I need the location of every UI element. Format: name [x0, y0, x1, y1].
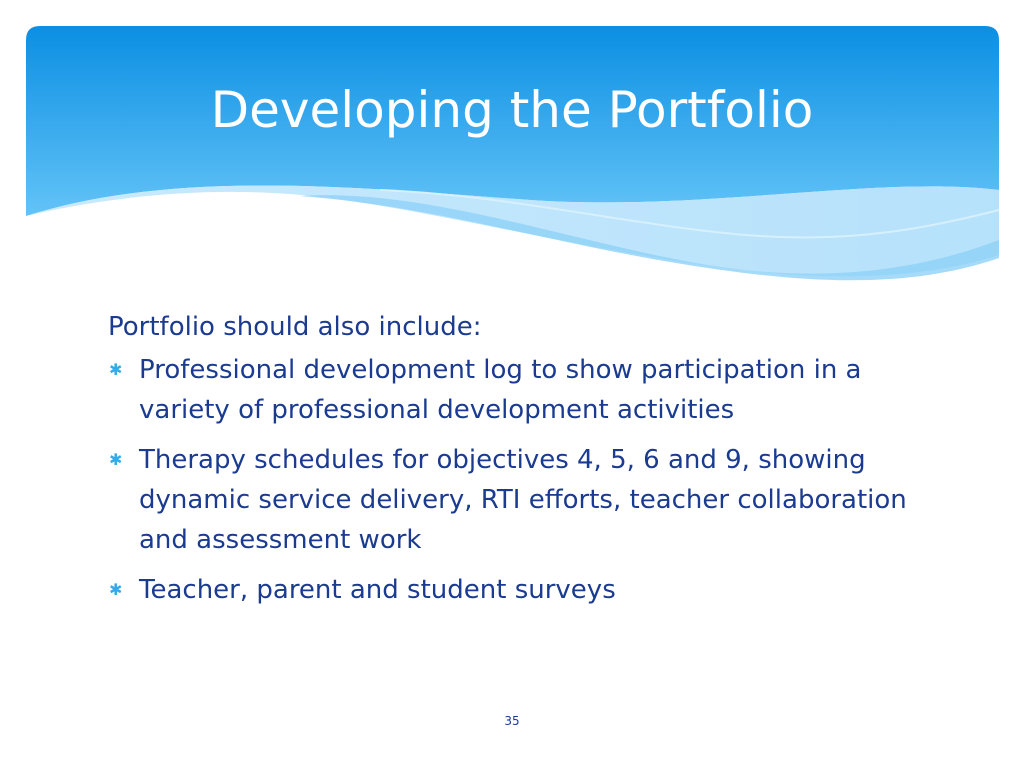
bullet-item: [108, 440, 928, 560]
header-wave-light: [26, 185, 999, 276]
bullet-item: [108, 350, 928, 430]
bullet-text: Teacher, parent and student surveys: [139, 575, 616, 605]
header-banner: [0, 0, 1024, 300]
asterisk-icon: ✱: [109, 450, 123, 469]
asterisk-icon: ✱: [109, 580, 123, 599]
bullet-text: Therapy schedules for objectives 4, 5, 6 and 9, showing dynamic service delivery, RTI efforts, teacher collaboration and assessment work: [139, 445, 907, 555]
bullet-item: [108, 570, 928, 610]
asterisk-icon: ✱: [109, 360, 123, 379]
bullet-text: Professional development log to show participation in a variety of professional development activities: [139, 355, 862, 425]
page-number: 35: [504, 714, 520, 728]
slide-body: [108, 308, 928, 620]
slide-title: Developing the Portfolio: [210, 81, 814, 139]
bullet-list: [108, 350, 928, 610]
intro-text: Portfolio should also include:: [108, 312, 482, 342]
